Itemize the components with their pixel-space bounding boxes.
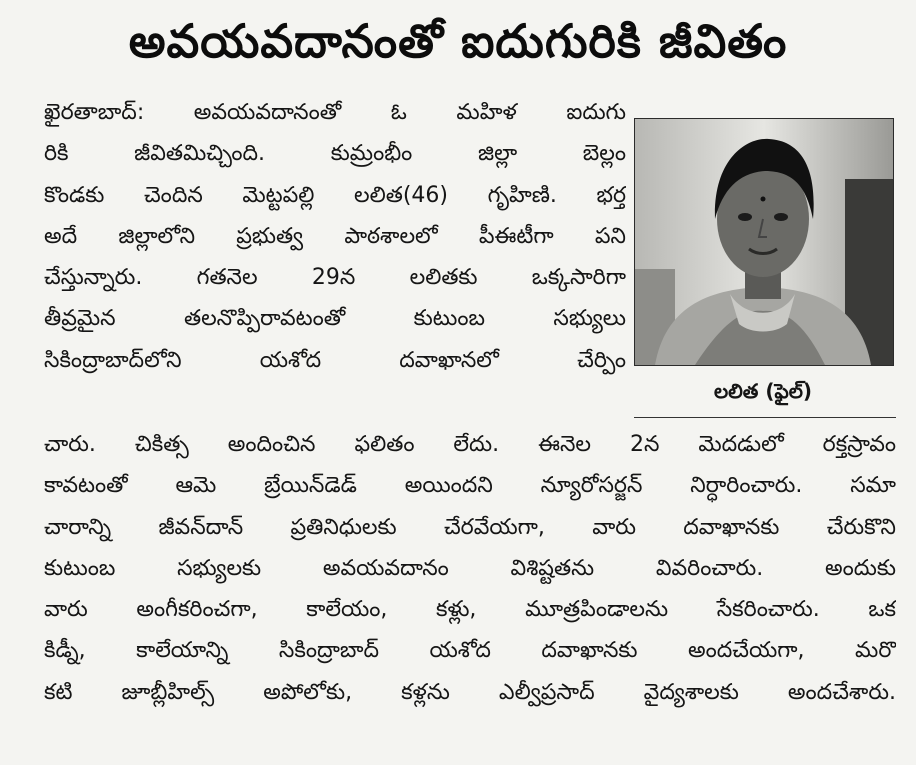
article-line: అదే జిల్లాలోని ప్రభుత్వ పాఠశాలలో పీఈటీగా పని (44, 223, 626, 249)
article-line: రికి జీవితమిచ్చింది. కుమ్రంభీం జిల్లా బెల్లం (44, 141, 626, 167)
article-line: చారాన్ని జీవన్‌దాన్ ప్రతినిధులకు చేరవేయగా, వారు దవాఖానకు చేరుకొని (44, 514, 896, 540)
article-line: కావటంతో ఆమె బ్రేయిన్‌డెడ్ అయిందని న్యూరోసర్జన్ నిర్ధారించారు. సమా (44, 473, 896, 499)
article-line: ఖైరతాబాద్: అవయవదానంతో ఓ మహిళ ఐదుగు (44, 100, 626, 125)
article-line: సికింద్రాబాద్‌లోని యశోద దవాఖానలో చేర్పిం (44, 347, 626, 373)
article-line: తీవ్రమైన తలనొప్పిరావటంతో కుటుంబ సభ్యులు (44, 306, 626, 332)
article-line: కిడ్నీ, కాలేయాన్ని సికింద్రాబాద్ యశోద దవాఖానకు అందచేయగా, మరొ (44, 638, 896, 664)
article-line: కటి జూబ్లీహిల్స్ అపోలోకు, కళ్లను ఎల్వీప్రసాద్ వైద్యశాలకు అందచేశారు. (44, 679, 896, 705)
divider (634, 417, 896, 418)
article-line: కుటుంబ సభ్యులకు అవయవదానం విశిష్టతను వివరించారు. అందుకు (44, 555, 896, 581)
headline: అవయవదానంతో ఐదుగురికి జీవితం (128, 14, 788, 68)
article-body-full (44, 424, 896, 713)
article-line: చారు. చికిత్స అందించిన ఫలితం లేదు. ఈనెల 2న మెదడులో రక్తస్రావం (44, 432, 896, 457)
article-line: వారు అంగీకరించగా, కాలేయం, కళ్లు, మూత్రపిండాలను సేకరించారు. ఒక (44, 597, 896, 623)
article-line: చేస్తున్నారు. గతనెల 29న లలితకు ఒక్కసారిగా (44, 265, 626, 291)
article-body-top (44, 92, 626, 381)
portrait-photo (634, 118, 894, 366)
article-line: కొండకు చెందిన మెట్టపల్లి లలిత(46) గృహిణి. భర్త (44, 182, 626, 208)
portrait-icon (635, 119, 893, 365)
photo-caption: లలిత (ఫైల్) (713, 379, 813, 403)
